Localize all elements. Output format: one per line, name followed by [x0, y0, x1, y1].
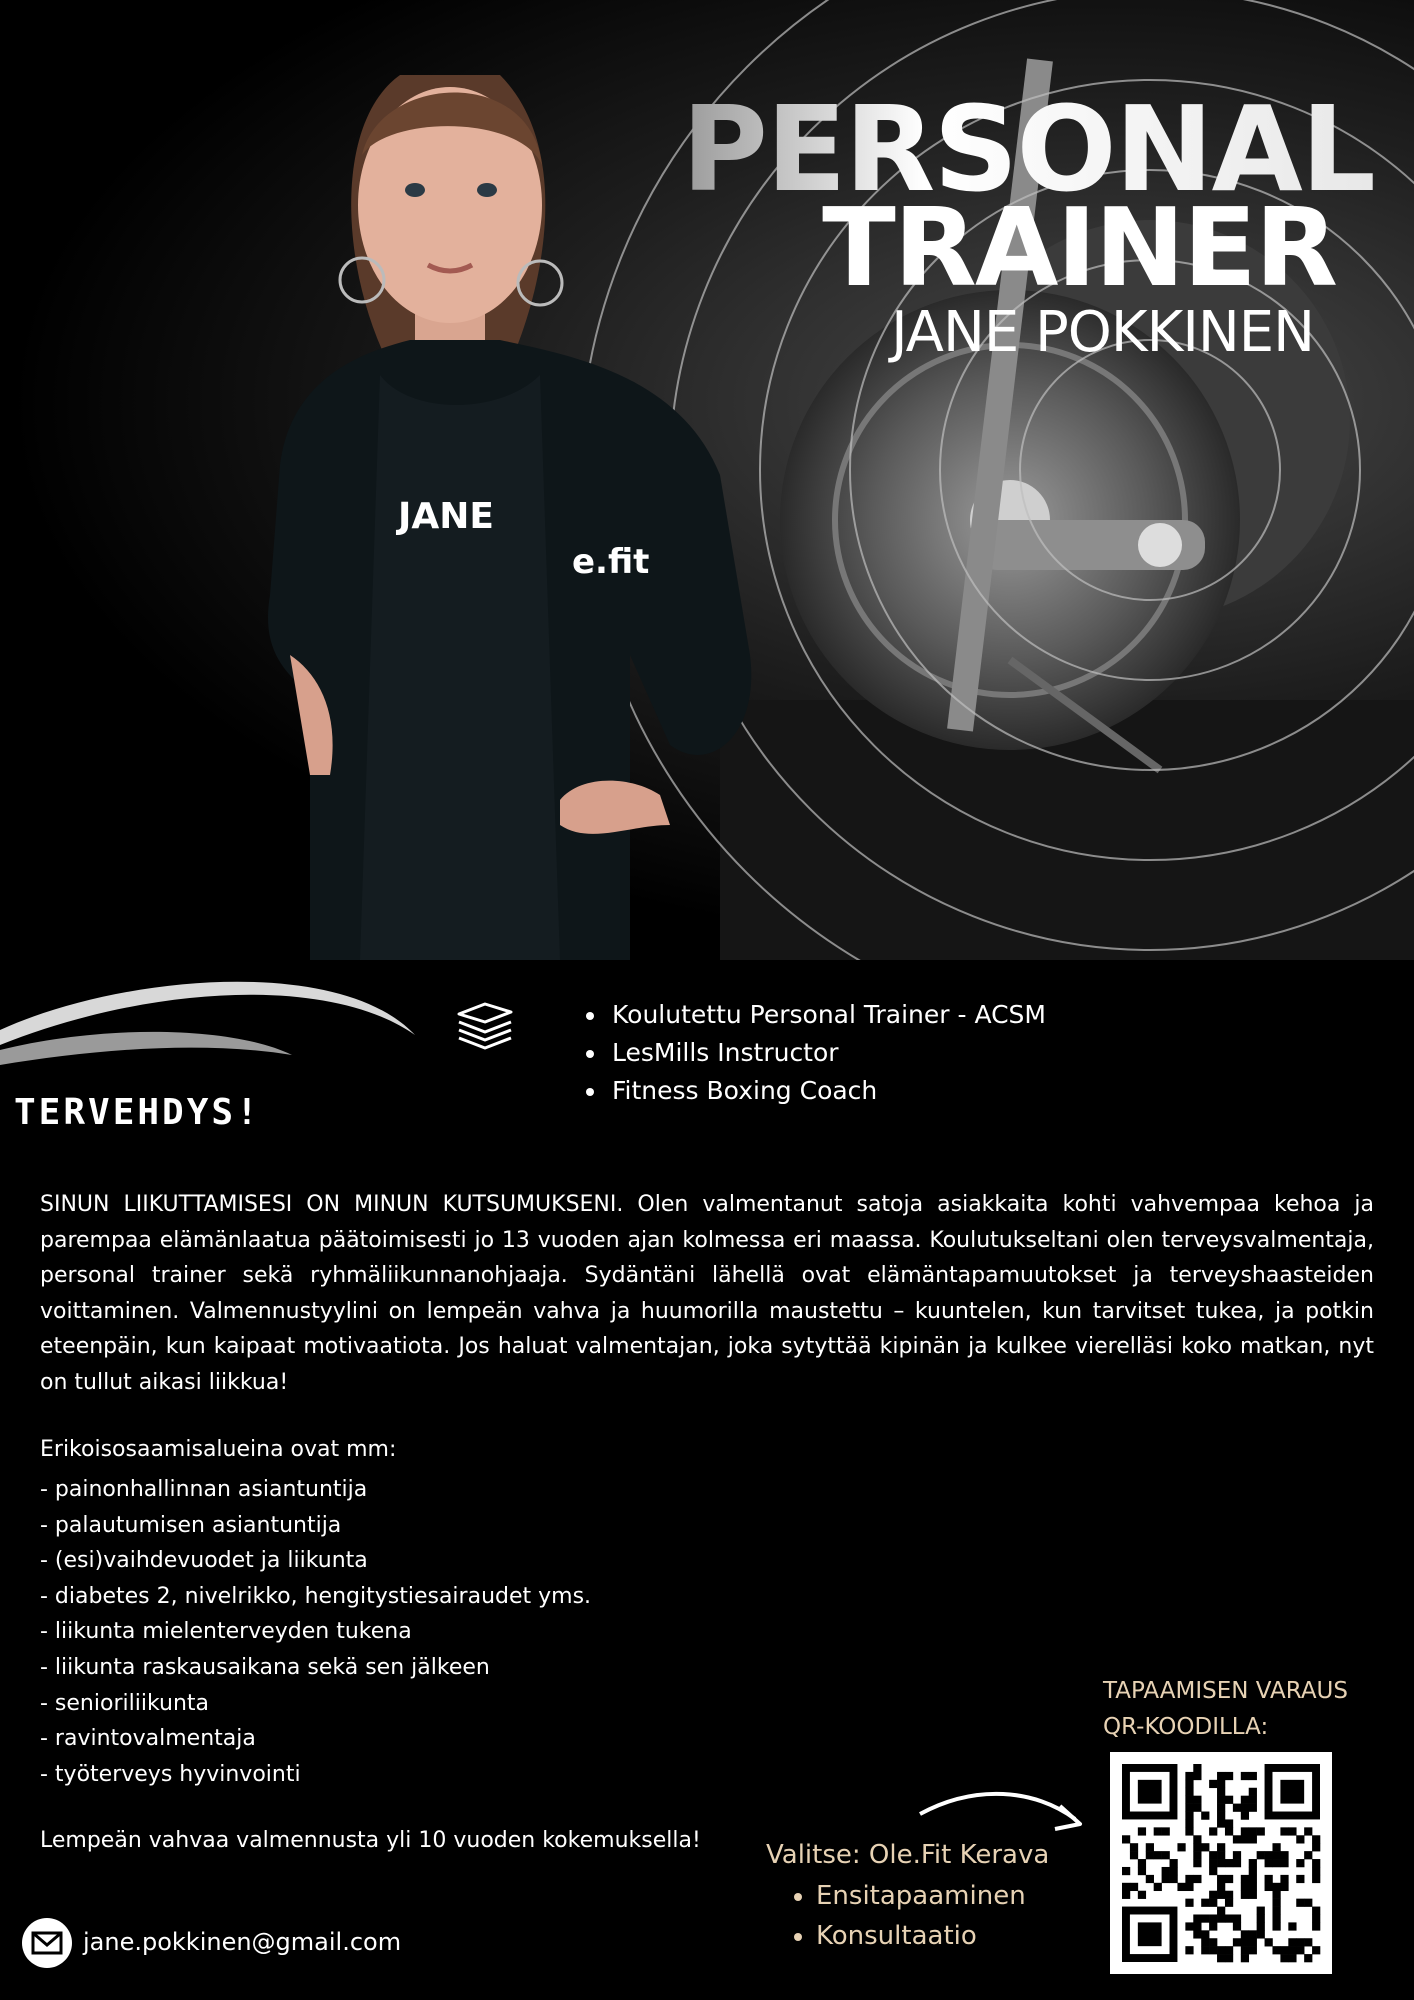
decorative-swoosh	[0, 955, 440, 1065]
qr-code-image	[1110, 1752, 1332, 1974]
shirt-name: JANE	[398, 496, 494, 537]
specialty-item: - liikunta mielenterveyden tukena	[40, 1619, 412, 1645]
title-personal: PERSONAL	[681, 80, 1374, 218]
credential-item: • Koulutettu Personal Trainer - ACSM	[608, 996, 1046, 1034]
specialty-item: - liikunta raskausaikana sekä sen jälkeen	[40, 1654, 490, 1680]
arrow-icon	[915, 1784, 1090, 1834]
credentials-list	[580, 996, 1046, 1110]
booking-line-1: TAPAAMISEN VARAUS	[1103, 1678, 1348, 1704]
credential-item: • LesMills Instructor	[608, 1034, 1046, 1072]
specialty-item: - palautumisen asiantuntija	[40, 1512, 342, 1538]
booking-option: • Konsultaatio	[816, 1916, 1026, 1956]
intro-paragraph: SINUN LIIKUTTAMISESI ON MINUN KUTSUMUKSENI. Olen valmentanut satoja asiakkaita kohti vahvempaa kehoa ja parempaa elämänlaatua päätoimisesti jo 13 vuoden ajan kolmessa eri maassa. Koulutukseltani olen terveysvalmentaja, personal trainer sekä ryhmäliikunnanohjaaja. Sydäntäni lähellä ovat elämäntapamuutokset ja terveyshaasteiden voittaminen. Valmennustyylini on lempeän vahva ja huumorilla maustettu – kuuntelen, kun tarvitset tukea, ja potkin eteenpäin, kun kaipaat motivaatiota. Jos haluat valmentajan, joka sytyttää kipinän ja kulkee vierelläsi koko matkan, nyt on tullut aikasi liikkua!	[40, 1192, 1374, 1395]
qr-code[interactable]	[1110, 1752, 1332, 1974]
specialty-item: - työterveys hyvinvointi	[40, 1761, 301, 1787]
shirt-brand: e.fit	[572, 542, 650, 582]
specialty-item: - painonhallinnan asiantuntija	[40, 1477, 368, 1502]
booking-line-2: QR-KOODILLA:	[1103, 1714, 1269, 1740]
specialty-item: - diabetes 2, nivelrikko, hengitystiesairaudet yms.	[40, 1583, 592, 1609]
hero-section	[0, 0, 1414, 960]
booking-option: • Ensitapaaminen	[816, 1876, 1026, 1916]
trainer-name: JANE POKKINEN	[891, 300, 1314, 365]
booking-options-list	[786, 1876, 1026, 1956]
closing-line: Lempeän vahvaa valmennusta yli 10 vuoden kokemuksella!	[40, 1828, 701, 1853]
specialties-title: Erikoisosaamisalueina ovat mm:	[40, 1437, 397, 1462]
select-location-label: Valitse: Ole.Fit Kerava	[766, 1840, 1050, 1870]
email-link[interactable]: jane.pokkinen@gmail.com	[83, 1928, 402, 1956]
specialties-list	[40, 1472, 591, 1792]
title-trainer: TRAINER	[822, 186, 1336, 311]
specialty-item: - (esi)vaihdevuodet ja liikunta	[40, 1548, 368, 1574]
credential-item: • Fitness Boxing Coach	[608, 1072, 1046, 1110]
books-icon	[455, 1000, 515, 1050]
greeting-heading: TERVEHDYS!	[14, 1092, 261, 1133]
booking-heading	[1103, 1673, 1348, 1745]
specialty-item: - senioriliikunta	[40, 1690, 209, 1716]
specialty-item: - ravintovalmentaja	[40, 1726, 256, 1752]
envelope-icon	[22, 1918, 72, 1968]
